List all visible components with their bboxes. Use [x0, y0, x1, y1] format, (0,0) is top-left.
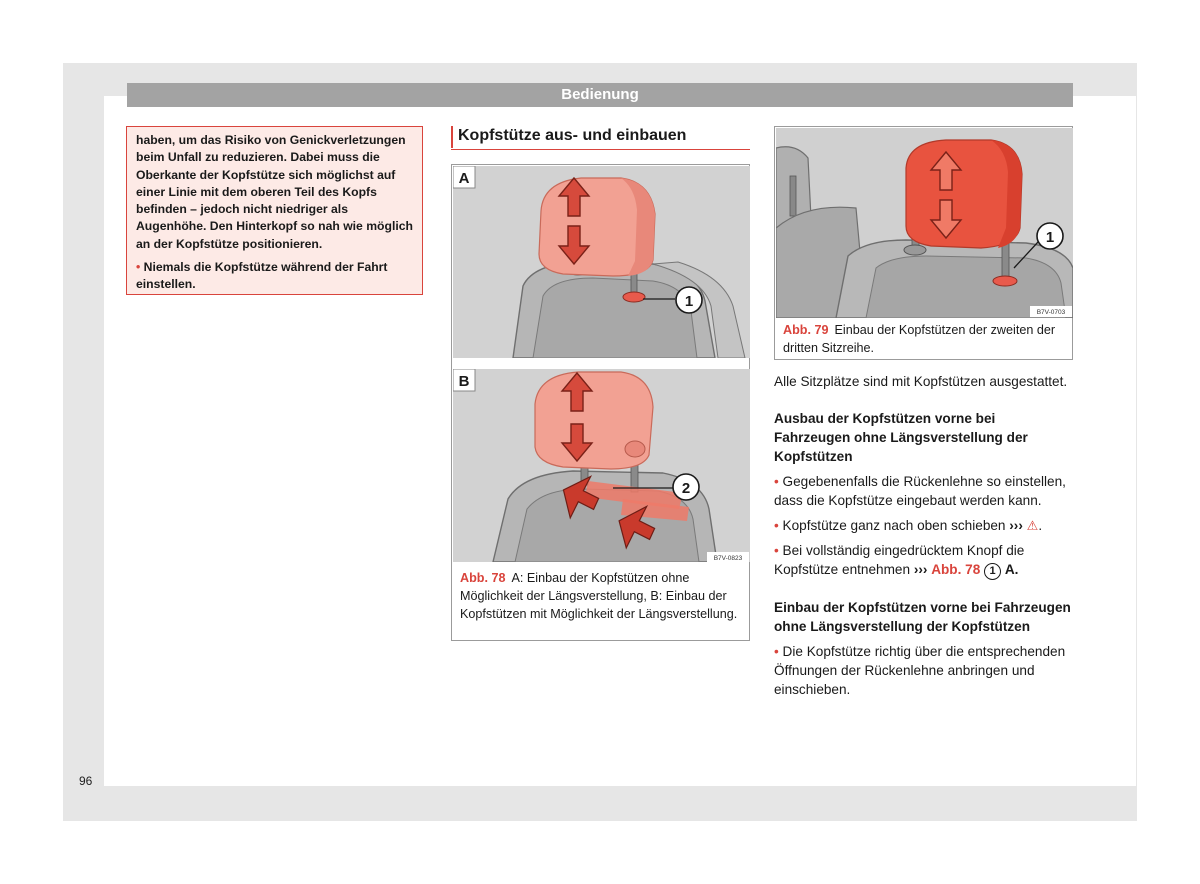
headrest-illustration-a	[453, 166, 750, 358]
headrest-illustration-b	[453, 369, 750, 562]
bullet-text: Die Kopfstütze richtig über die entsprechenden Öffnungen der Rückenlehne anbringen und einschieben.	[774, 644, 1066, 697]
warning-box	[126, 126, 423, 295]
bullet-icon: •	[774, 644, 779, 659]
figure-79	[774, 126, 1073, 360]
body-text-column	[774, 372, 1074, 699]
instruction-bullet	[774, 541, 1074, 580]
subheading-removal: Ausbau der Kopfstützen vorne bei Fahrzeugen ohne Längsverstellung der Kopfstützen	[774, 411, 1028, 464]
callout-1-label: 1	[1045, 229, 1055, 246]
instruction-bullet	[774, 642, 1074, 699]
caption-text: Einbau der Kopfstützen der zweiten der dritten Sitzreihe.	[783, 323, 1056, 355]
headrest-rear-illustration	[776, 128, 1073, 318]
figure-79-caption	[783, 321, 1067, 357]
reference-arrows: ›››	[1009, 518, 1023, 533]
figure-78-caption	[460, 569, 744, 623]
panel-b-label: B	[458, 373, 470, 390]
callout-number-icon: 1	[984, 563, 1001, 580]
panel-reference: A.	[1004, 562, 1019, 577]
figure-code: B7V-0703	[1036, 309, 1066, 316]
intro-paragraph: Alle Sitzplätze sind mit Kopfstützen ausgestattet.	[774, 374, 1068, 389]
warning-bullet-item	[136, 259, 413, 294]
bullet-icon: •	[136, 260, 141, 275]
bullet-icon: •	[774, 518, 779, 533]
warning-triangle-icon: ⚠	[1026, 518, 1039, 533]
caption-text: A: Einbau der Kopfstützen ohne Möglichkeit der Längsverstellung, B: Einbau der Kopfstützen mit Möglichkeit der Längsverstellung.	[460, 571, 738, 621]
warning-text: haben, um das Risiko von Genickverletzungen beim Unfall zu reduzieren. Dabei muss die Oberkante der Kopfstütze sich möglichst auf einer Linie mit dem oberen Teil des Kopfs befinden – jedoch nicht niedriger als Augenhöhe. Den Hinterkopf so nah wie möglich an der Kopfstütze positionieren.	[136, 133, 413, 251]
caption-label: Abb. 78	[460, 571, 506, 585]
callout-2-label: 2	[681, 480, 691, 497]
page-number: 96	[79, 774, 93, 788]
callout-1-label: 1	[684, 293, 694, 310]
title-underline	[451, 149, 750, 150]
section-title: Kopfstütze aus- und einbauen	[458, 127, 687, 144]
bullet-text: Gegebenenfalls die Rückenlehne so einstellen, dass die Kopfstütze eingebaut werden kann.	[774, 474, 1066, 508]
chapter-header: Bedienung	[127, 83, 1073, 107]
figure-78-panel-a	[453, 166, 750, 358]
panel-a-label: A	[458, 170, 470, 187]
figure-reference-link[interactable]: Abb. 78	[931, 562, 981, 577]
caption-label: Abb. 79	[783, 323, 829, 337]
instruction-bullet	[774, 472, 1074, 510]
figure-78-panel-b	[453, 369, 750, 562]
instruction-bullet: • Kopfstütze ganz nach oben schieben ››› ⚠.	[774, 518, 1043, 533]
bullet-text: Kopfstütze ganz nach oben schieben	[782, 518, 1006, 533]
bullet-text: Bei vollständig eingedrücktem Knopf die Kopfstütze entnehmen	[774, 543, 1025, 577]
warning-bullet-text: Niemals die Kopfstütze während der Fahrt einstellen.	[136, 260, 388, 292]
subheading-installation: Einbau der Kopfstützen vorne bei Fahrzeugen ohne Längsverstellung der Kopfstützen	[774, 600, 1071, 634]
bullet-icon: •	[774, 474, 779, 489]
reference-arrows: ›››	[913, 562, 928, 577]
figure-code: B7V-0823	[713, 555, 743, 562]
figure-78	[451, 164, 750, 641]
bullet-icon: •	[774, 543, 779, 558]
figure-79-panel	[776, 128, 1073, 318]
